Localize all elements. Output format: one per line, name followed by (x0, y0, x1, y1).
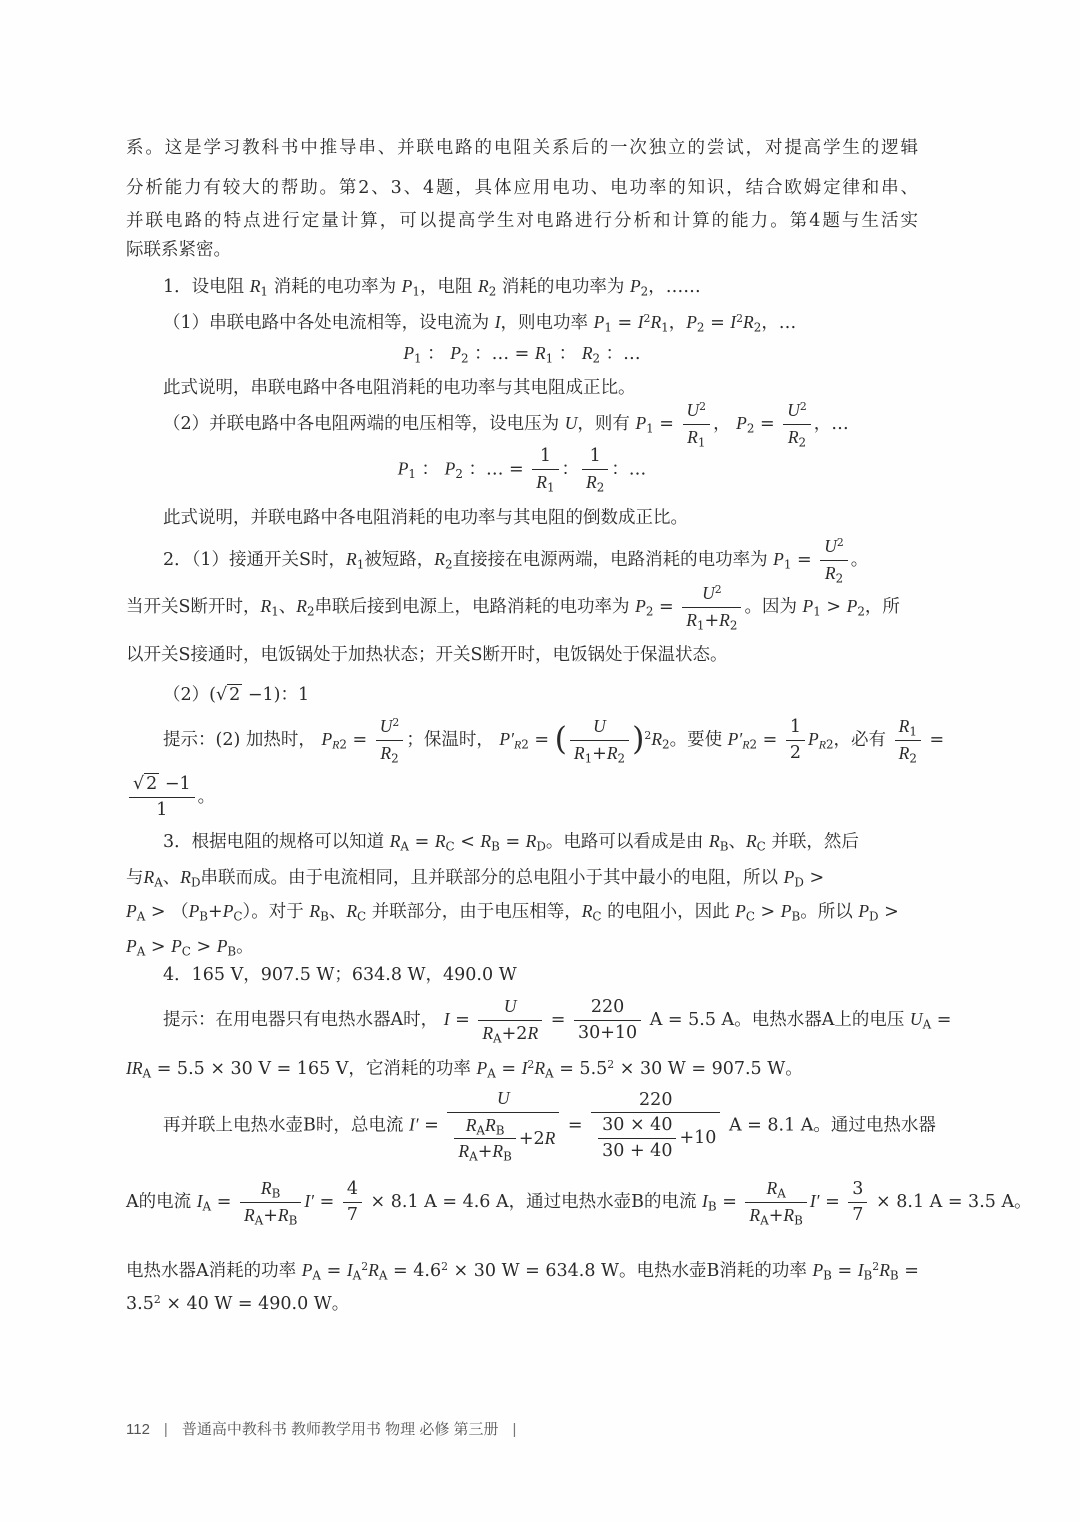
equation-parallel: $P_1$ ： $P_2$ ：… = $\frac{1}{R_1}$ ： $\frac{1}{R_2}$ ：… (397, 446, 647, 495)
answer-1-intro: 1．设电阻 $R_1$ 消耗的电功率为 $P_1$，电阻 $R_2$ 消耗的电功率为 $P_2$，…… (163, 276, 701, 299)
answer-1-note-series: 此式说明，串联电路中各电阻消耗的电功率与其电阻成正比。 (163, 378, 636, 398)
answer-3-line-4: $P_A > P_C > P_B$。 (126, 936, 254, 959)
answer-4-hint-5: 电热水器A消耗的功率 $P_A = I_A^2R_A = 4.6^2 \times 30$ W = 634.8 W。电热水壶B消耗的功率 $P_B = I_B^2R_B$ = (126, 1260, 919, 1283)
paragraph-line: 系。这是学习教科书中推导串、并联电路的电阻关系后的一次独立的尝试，对提高学生的逻辑 (126, 138, 918, 158)
answer-1-note-parallel: 此式说明，并联电路中各电阻消耗的电功率与其电阻的倒数成正比。 (163, 508, 688, 528)
page-footer: 112 | 普通高中教科书 教师教学用书 物理 必修 第三册 | (126, 1421, 517, 1438)
answer-1-part-1: （1）串联电路中各处电流相等，设电流为 I，则电功率 $P_1 = I^2R_1$，$P_2 = I^2R_2$，… (163, 312, 797, 335)
answer-1-part-2: （2）并联电路中各电阻两端的电压相等，设电压为 U，则有 $P_1$ = $\frac{U^2}{R_1}$ ， $P_2$ = $\frac{U^2}{R_2}$ ，… (163, 400, 849, 450)
page-number: 112 (126, 1421, 150, 1438)
answer-3-line-3: $P_A > (P_B+P_C)$。对于 $R_B$、$R_C$ 并联部分，由于电压相等，$R_C$ 的电阻小，因此 $P_C > P_B$。所以 $P_D$ > (126, 901, 899, 924)
answer-2-hint: 提示：(2) 加热时， $P_{R2}$ = $\frac{U^2}{R_2}$ ；保温时， $P'_{R2}$ = ( $\frac{U}{R_1+R_2}$ )$^2R_2$。要使 $P'_{R2}$ = $\frac{1}{2}$ $P_{R2}$，必有 $\frac{R_1}{R_2}$ = (163, 716, 945, 766)
equation-series: $P_1$ ： $P_2$ ：… = $R_1$ ： $R_2$ ：… (403, 343, 641, 366)
answer-2-line-2: 当开关S断开时，$R_1$、$R_2$串联后接到电源上，电路消耗的电功率为 $P_2$ = $\frac{U^2}{R_1+R_2}$ 。因为 $P_1 > P_2$，所 (126, 583, 900, 633)
answer-3-line-2: 与$R_A$、$R_D$串联而成。由于电流相同，且并联部分的总电阻小于其中最小的电阻，所以 $P_D$ > (126, 867, 825, 890)
answer-4-hint-6: $3.5^2 \times 40$ W = 490.0 W。 (126, 1293, 350, 1314)
answer-4-hint-2: $IR_A = 5.5 \times 30$ V = 165 V，它消耗的功率 $P_A = I^2R_A = 5.5^2 \times 30$ W = 907.5 W。 (126, 1058, 803, 1081)
answer-2-part-2: （2）(√ 2 −1)：1 (163, 685, 310, 705)
answer-4-hint-1: 提示：在用电器只有电热水器A时， I = $\frac{U}{R_A+2R}$ = $\frac{220}{30+10}$ A = 5.5 A。电热水器A上的电压 $U_A$ = (163, 996, 952, 1046)
answer-4: 4．165 V，907.5 W；634.8 W，490.0 W (163, 965, 517, 985)
answer-3-line-1: 3．根据电阻的规格可以知道 $R_A = R_C < R_B = R_D$。电路可以看成是由 $R_B$、$R_C$ 并联，然后 (163, 831, 859, 854)
paragraph-line: 际联系紧密。 (126, 240, 231, 260)
answer-4-hint-3: 再并联上电热水壶B时，总电流 I′ = U $R_AR_B$ $R_A+R_B$ +2R = 220 $\frac{30 \times 40}{30 + 40}$ +10 A = 8.1 A。通过电热水器 (163, 1088, 936, 1164)
paragraph-line: 并联电路的特点进行定量计算，可以提高学生对电路进行分析和计算的能力。第4题与生活实 (126, 211, 918, 231)
paragraph-line: 分析能力有较大的帮助。第2、3、4题，具体应用电功、电功率的知识，结合欧姆定律和串、 (126, 178, 918, 198)
answer-2-hint-result: $\frac{√ 2 -1}{1}$ 。 (126, 776, 215, 819)
answer-2-line-3: 以开关S接通时，电饭锅处于加热状态；开关S断开时，电饭锅处于保温状态。 (126, 645, 728, 665)
answer-2-line-1: 2．（1）接通开关S时，$R_1$被短路，$R_2$直接接在电源两端，电路消耗的电功率为 $P_1$ = $\frac{U^2}{R_2}$ 。 (163, 536, 869, 586)
answer-4-hint-4: A的电流 $I_A$ = $\frac{R_B}{R_A+R_B}$ I′ = $\frac{4}{7}$ × 8.1 A = 4.6 A，通过电热水壶B的电流 $I_B$ = $\frac{R_A}{R_A+R_B}$ I′ = $\frac{3}{7}$ × 8.1 A = 3.5 A。 (126, 1178, 1032, 1228)
book-title: 普通高中教科书 教师教学用书 物理 必修 第三册 (181, 1421, 499, 1438)
